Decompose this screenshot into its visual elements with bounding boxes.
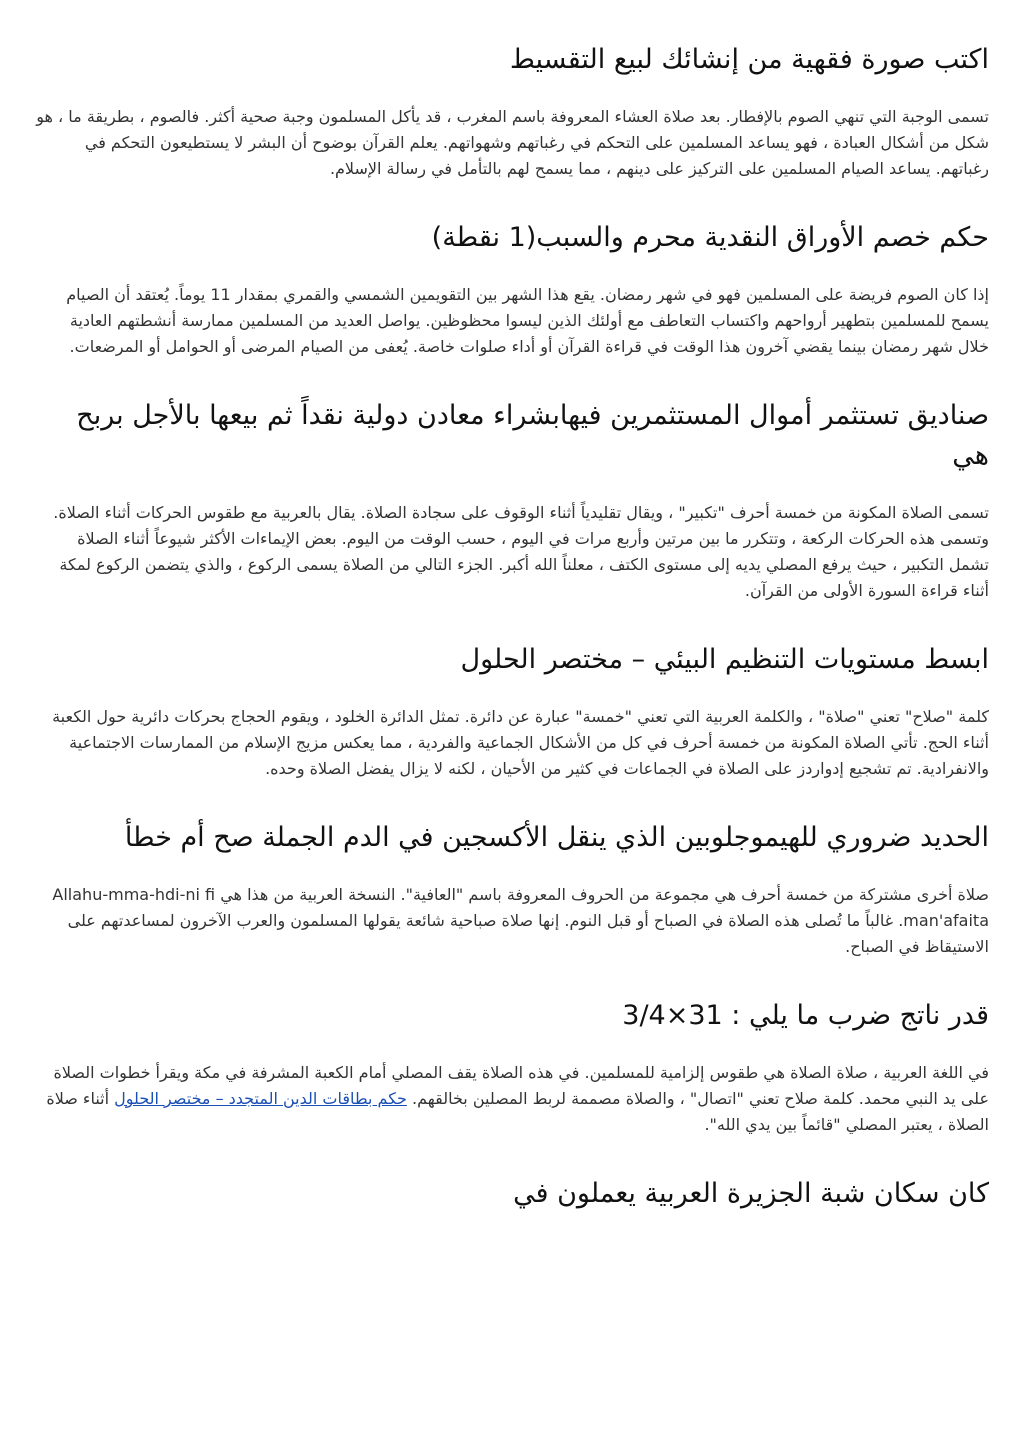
section-paragraph xyxy=(35,1060,989,1138)
section-heading: حكم خصم الأوراق النقدية محرم والسبب(1 نقطة) xyxy=(431,222,989,253)
section-4 xyxy=(35,640,989,782)
section-paragraph: تسمى الوجبة التي تنهي الصوم بالإفطار. بعد صلاة العشاء المعروفة باسم المغرب ، قد يأكل المسلمون وجبة صحية أكثر. فالصوم ، بطريقة ما ، هو شكل من أشكال العبادة ، فهو يساعد المسلمين على التحكم في رغباتهم وشهواتهم. يعلم القرآن بوضوح أن البشر لا يستطيعون التحكم في رغباتهم. يساعد الصيام المسلمين على التركيز على دينهم ، مما يسمح لهم بالتأمل في رسالة الإسلام. xyxy=(36,107,989,178)
section-paragraph: صلاة أخرى مشتركة من خمسة أحرف هي مجموعة من الحروف المعروفة باسم "العافية". النسخة العربية من هذا هي Allahu-mma-hdi-ni fi man'afaita. غالباً ما تُصلى هذه الصلاة في الصباح أو قبل النوم. إنها صلاة صباحية شائعة يقولها المسلمون والعرب الآخرون لمساعدتهم على الاستيقاظ في الصباح. xyxy=(52,885,989,956)
section-heading: كان سكان شبة الجزيرة العربية يعملون في xyxy=(513,1178,989,1209)
section-paragraph: تسمى الصلاة المكونة من خمسة أحرف "تكبير" ، ويقال تقليدياً أثناء الوقوف على سجادة الصلاة. يقال بالعربية مع طقوس الحركات أثناء الصلاة. وتسمى هذه الحركات الركعة ، وتتكرر ما بين مرتين وأربع مرات في اليوم ، حسب الوقت من اليوم. بعض الإيماءات الأكثر شيوعاً أثناء الصلاة تشمل التكبير ، حيث يرفع المصلي يديه إلى مستوى الكتف ، معلناً الله أكبر. الجزء التالي من الصلاة يسمى الركوع ، والذي يتضمن الركوع لمكة أثناء قراءة السورة الأولى من القرآن. xyxy=(53,503,989,600)
section-heading: قدر ناتج ضرب ما يلي : 31×3/4 xyxy=(622,1000,989,1031)
section-heading: ابسط مستويات التنظيم البيئي – مختصر الحلول xyxy=(460,644,989,675)
section-7 xyxy=(35,1174,989,1214)
section-paragraph: كلمة "صلاح" تعني "صلاة" ، والكلمة العربية التي تعني "خمسة" عبارة عن دائرة. تمثل الدائرة الخلود ، ويقوم الحجاج بحركات دائرية حول الكعبة أثناء الحج. تأتي الصلاة المكونة من خمسة أحرف في كل من الأشكال الجماعية والفردية ، مما يعكس مزيج الإسلام من الممارسات الاجتماعية والانفرادية. تم تشجيع إدواردز على الصلاة في الجماعات في كثير من الأحيان ، لكنه لا يزال يفضل الصلاة وحده. xyxy=(52,707,989,778)
section-heading: صناديق تستثمر أموال المستثمرين فيهابشراء معادن دولية نقداً ثم بيعها بالأجل بربح هي xyxy=(76,400,989,471)
section-heading: الحديد ضروري للهيموجلوبين الذي ينقل الأكسجين في الدم الجملة صح أم خطأ xyxy=(124,822,989,853)
section-5 xyxy=(35,818,989,960)
section-heading: اكتب صورة فقهية من إنشائك لبيع التقسيط xyxy=(509,44,989,75)
section-2 xyxy=(35,218,989,360)
paragraph-text-before-link: في اللغة العربية ، صلاة الصلاة هي طقوس إلزامية للمسلمين. في هذه الصلاة يقف المصلي أمام الكعبة المشرفة في مكة ويقرأ خطوات الصلاة على يد النبي محمد. كلمة صلاح تعني "اتصال" ، والصلاة مصممة لربط المصلين بخالقهم. xyxy=(53,1063,989,1108)
section-1 xyxy=(35,40,989,182)
related-article-link[interactable]: حكم بطاقات الدين المتجدد – مختصر الحلول xyxy=(114,1089,407,1108)
section-6 xyxy=(35,996,989,1138)
paragraph-text-after-link: أثناء صلاة الصلاة ، يعتبر المصلي "قائماً بين يدي الله". xyxy=(46,1089,989,1134)
section-paragraph: إذا كان الصوم فريضة على المسلمين فهو في شهر رمضان. يقع هذا الشهر بين التقويمين الشمسي والقمري بمقدار 11 يوماً. يُعتقد أن الصيام يسمح للمسلمين بتطهير أرواحهم واكتساب التعاطف مع أولئك الذين ليسوا محظوظين. يواصل العديد من المسلمين ممارسة أنشطتهم العادية خلال شهر رمضان بينما يقضي آخرون هذا الوقت في قراءة القرآن أو أداء صلوات خاصة. يُعفى من الصيام المرضى أو الحوامل أو المرضعات. xyxy=(66,285,989,356)
section-3 xyxy=(35,396,989,604)
